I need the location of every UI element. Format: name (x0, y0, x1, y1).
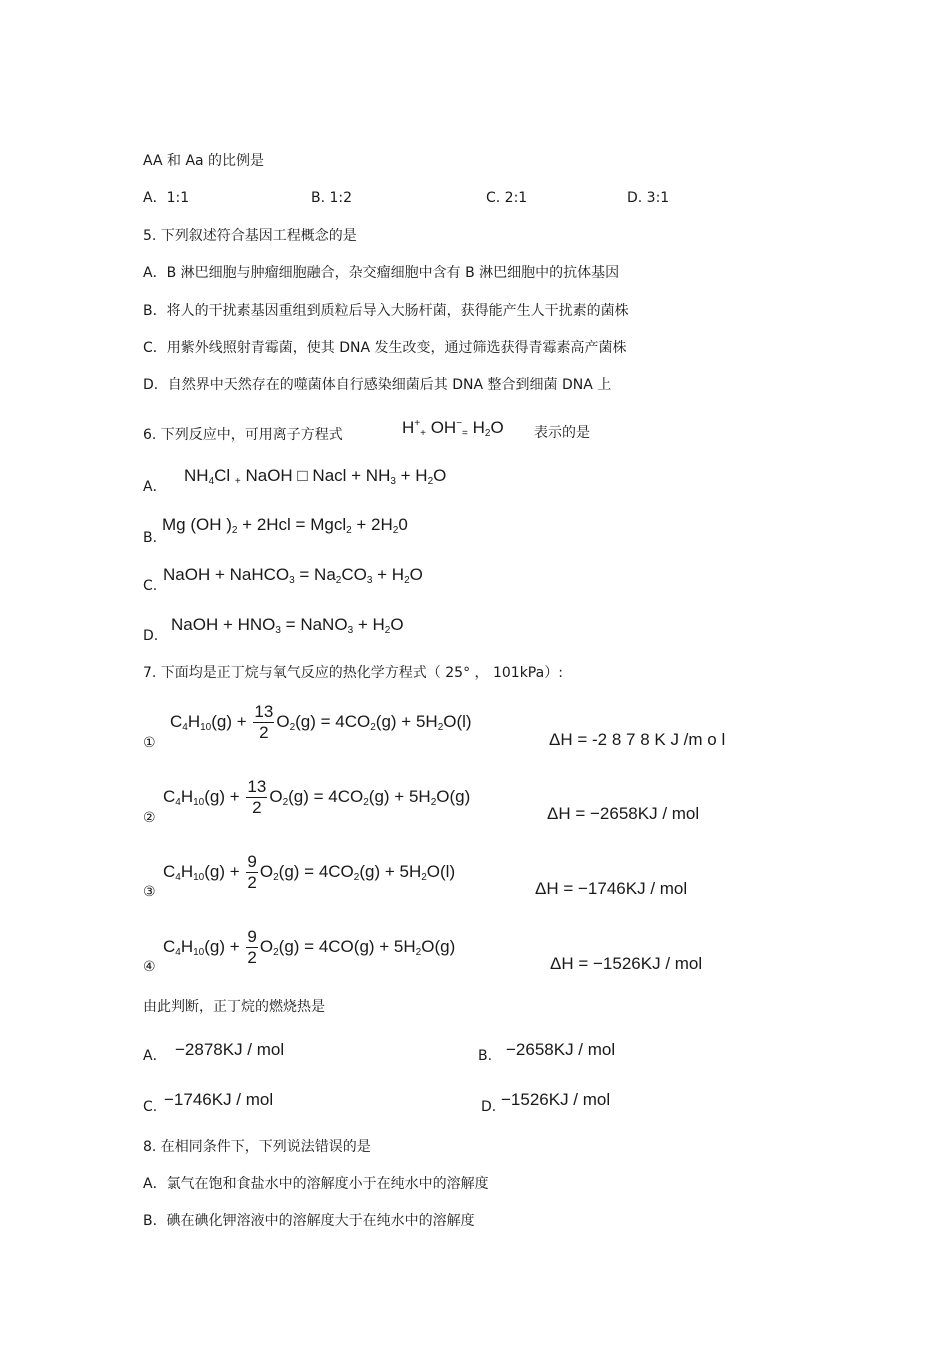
q8-option-b: B．碘在碘化钾溶液中的溶解度大于在纯水中的溶解度 (143, 1213, 475, 1229)
q7-eq1: $C_4H_{10}(g)$ + $\frac{13}{2}$ $O_2(g) = 4CO_2(g) + 5H_2O(l)$ (170, 702, 472, 742)
q6-option-c-label: C. (143, 578, 158, 594)
q6-option-d-label: D. (143, 628, 159, 644)
q5-option-c: C．用紫外线照射青霉菌，使其 DNA 发生改变，通过筛选获得青霉素高产菌株 (143, 340, 627, 356)
q7-answer-b-label: B. (478, 1048, 493, 1064)
q6-option-a-equation: $NH_4Cl$ $_+$ NaOH □ Nacl + $NH_3 + H_2O$ (184, 466, 447, 487)
q5-option-d: D．自然界中天然存在的噬菌体自行感染细菌后其 DNA 整合到细菌 DNA 上 (143, 377, 612, 393)
q7-answer-c-label: C. (143, 1099, 158, 1115)
q7-eq3: $C_4H_{10}(g)$ + $\frac{9}{2}$ $O_2(g) = 4CO_2(g) + 5H_2O(l)$ (163, 852, 456, 892)
q6-stem-tail: 表示的是 (534, 425, 590, 441)
q7-eq4-enthalpy: ΔH = −1526KJ / mol (550, 954, 703, 973)
q7-eq4-marker: ④ (143, 959, 156, 975)
q8-stem: 8. 在相同条件下，下列说法错误的是 (143, 1139, 371, 1155)
q5-option-b: B．将人的干扰素基因重组到质粒后导入大肠杆菌，获得能产生人干扰素的菌株 (143, 303, 629, 319)
q7-eq1-enthalpy: ΔH = -2 8 7 8 K J /m o l (549, 730, 726, 749)
q6-option-c-equation: NaOH + NaHCO$_3$ = $Na_2CO_3 + H_2O$ (163, 565, 423, 586)
q7-eq3-enthalpy: ΔH = −1746KJ / mol (535, 879, 688, 898)
q7-eq3-marker: ③ (143, 884, 156, 900)
q7-eq2-marker: ② (143, 810, 156, 826)
q4-stem-tail: AA 和 Aa 的比例是 (143, 153, 265, 169)
q7-eq2: $C_4H_{10}(g)$ + $\frac{13}{2}$ $O_2(g) = 4CO_2(g) + 5H_2O(g)$ (163, 777, 471, 817)
q4-option-b: B. 1:2 (311, 190, 353, 206)
q6-option-d-equation: NaOH + $HNO_3$ = NaNO$_3$ + $H_2O$ (171, 615, 404, 636)
q7-answer-a: −2878KJ / mol (175, 1040, 285, 1059)
q7-eq2-enthalpy: ΔH = −2658KJ / mol (547, 804, 700, 823)
q7-stem: 7. 下面均是正丁烷与氧气反应的热化学方程式（ 25° ， 101kPa）: (143, 665, 563, 681)
q7-conclusion: 由此判断，正丁烷的燃烧热是 (143, 999, 325, 1015)
q7-answer-b: −2658KJ / mol (506, 1040, 616, 1059)
q5-option-a: A．B 淋巴细胞与肿瘤细胞融合，杂交瘤细胞中含有 B 淋巴细胞中的抗体基因 (143, 265, 620, 281)
q5-stem: 5. 下列叙述符合基因工程概念的是 (143, 228, 357, 244)
q4-option-c: C. 2:1 (486, 190, 528, 206)
q7-answer-a-label: A． (143, 1048, 167, 1064)
q7-answer-c: −1746KJ / mol (164, 1090, 274, 1109)
q7-answer-d: −1526KJ / mol (501, 1090, 611, 1109)
q6-ionic-equation: $H^+_+$ $OH^-_=$ $H_2O$ (402, 418, 504, 439)
q4-option-d: D. 3:1 (627, 190, 670, 206)
q7-eq1-marker: ① (143, 735, 156, 751)
q7-answer-d-label: D. (481, 1099, 497, 1115)
q6-option-b-label: B. (143, 530, 158, 546)
q4-option-a: A．1:1 (143, 190, 190, 206)
q7-eq4: $C_4H_{10}(g)$ + $\frac{9}{2}$ $O_2(g) = 4CO(g) + 5H_2O(g)$ (163, 927, 456, 967)
q6-option-b-equation: Mg (OH )$_2 + 2Hcl$ = Mgcl$_2$ + $2H_20$ (162, 515, 408, 536)
q8-option-a: A．氯气在饱和食盐水中的溶解度小于在纯水中的溶解度 (143, 1176, 489, 1192)
q6-stem: 6. 下列反应中，可用离子方程式 (143, 427, 343, 443)
q6-option-a-label: A． (143, 479, 167, 495)
